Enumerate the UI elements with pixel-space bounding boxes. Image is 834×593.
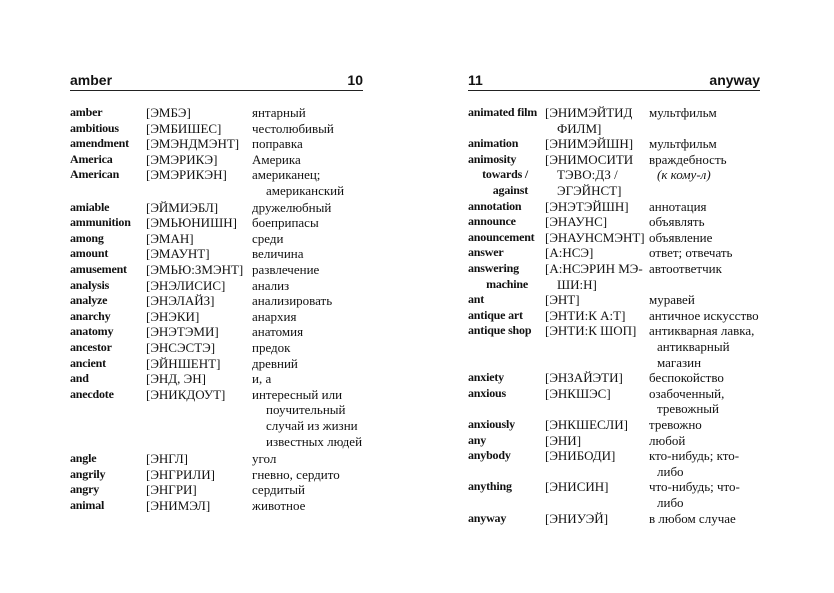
pronunciation: [545, 308, 625, 324]
translation: [252, 152, 301, 168]
pronunciation: [545, 479, 608, 495]
translation: [252, 340, 291, 356]
headword: [70, 324, 113, 340]
translation-line: муравей: [649, 292, 695, 308]
headword: [468, 511, 506, 527]
headword: [468, 292, 484, 308]
translation-line: известных людей: [266, 433, 363, 449]
translation-line: автоответчик: [649, 261, 722, 276]
pronunciation-line: ТЭВО:ДЗ /: [557, 167, 618, 183]
pronunciation-line: [ЭМЬЮНИШН]: [146, 215, 237, 231]
headword: [468, 370, 504, 386]
pronunciation: [146, 152, 217, 168]
translation: [649, 479, 740, 510]
headword-line: analyze: [70, 293, 108, 308]
header-word: anyway: [709, 72, 760, 88]
headword: [70, 498, 104, 514]
pronunciation-line: [ЭНТИ:К А:Т]: [545, 307, 626, 323]
headword-line: anyway: [468, 510, 507, 525]
right-page: [468, 70, 760, 526]
headword-line: machine: [486, 276, 528, 291]
pronunciation-line: [ЭНЭКИ]: [146, 308, 200, 324]
translation-line: аннотация: [649, 198, 707, 214]
pronunciation-line: [ЭМЭРИКЭН]: [146, 167, 227, 183]
translation: [252, 467, 340, 483]
translation: [252, 231, 283, 247]
pronunciation: [146, 293, 215, 309]
translation: [252, 309, 296, 325]
headword-line: anybody: [468, 448, 511, 463]
translation: [649, 152, 727, 183]
pronunciation-line: [А:НСЭ]: [545, 245, 594, 261]
translation: [649, 448, 739, 479]
pronunciation-line: [ЭНИСИН]: [545, 479, 609, 495]
pronunciation: [146, 105, 191, 121]
headword-line: and: [70, 371, 89, 386]
headword-line: announce: [468, 214, 516, 229]
pronunciation: [545, 417, 628, 433]
pronunciation: [146, 121, 221, 137]
translation: [252, 387, 362, 449]
pronunciation-line: [ЭНИМЭЙТИД: [545, 105, 633, 120]
translation-line: янтарный: [252, 105, 306, 120]
translation-line: ответ; отвечать: [649, 245, 733, 261]
page-number: 10: [347, 72, 363, 88]
pronunciation: [146, 498, 210, 514]
headword-line: anxious: [468, 385, 506, 400]
translation-line: развлечение: [252, 262, 320, 277]
headword-line: among: [70, 230, 104, 245]
pronunciation-line: [ЭЙМИЭБЛ]: [146, 199, 219, 215]
headword: [70, 482, 99, 498]
translation: [252, 136, 303, 152]
pronunciation: [545, 214, 607, 230]
pronunciation-line: [ЭНИМОСИТИ: [545, 151, 634, 167]
translation-line: среди: [252, 230, 284, 246]
translation: [252, 498, 305, 514]
pronunciation-line: [ЭМАУНТ]: [146, 246, 210, 262]
pronunciation-line: [ЭНТИ:К ШОП]: [545, 323, 637, 339]
translation-line: магазин: [657, 354, 702, 370]
translation: [252, 451, 276, 467]
pronunciation: [545, 105, 632, 136]
translation-line: озабоченный,: [649, 385, 725, 401]
translation-line: анархия: [252, 308, 297, 324]
headword: [70, 246, 108, 262]
pronunciation-line: [А:НСЭРИН МЭ-: [545, 261, 643, 276]
translation-line: либо: [657, 463, 684, 479]
headword: [468, 152, 528, 199]
headword: [70, 262, 127, 278]
pronunciation: [146, 324, 219, 340]
headword: [70, 105, 102, 121]
headword: [70, 152, 113, 168]
translation: [649, 370, 724, 386]
pronunciation-line: [ЭНАУНС]: [545, 214, 608, 230]
pronunciation-line: [ЭМБЭ]: [146, 105, 191, 120]
headword-line: anatomy: [70, 324, 114, 339]
headword-line: amendment: [70, 136, 129, 151]
pronunciation: [146, 467, 215, 483]
headword: [468, 245, 503, 261]
pronunciation: [545, 292, 580, 308]
translation: [252, 482, 305, 498]
pronunciation-line: [ЭНИ]: [545, 432, 582, 448]
headword-line: American: [70, 167, 120, 182]
pronunciation: [146, 309, 199, 325]
headword-line: animation: [468, 136, 519, 151]
translation: [252, 262, 319, 278]
headword-line: animated film: [468, 105, 538, 119]
pronunciation-line: [ЭНЭЛИСИС]: [146, 277, 226, 293]
headword-line: amusement: [70, 262, 127, 276]
headword: [70, 215, 131, 231]
translation-line: объявлять: [649, 214, 705, 230]
translation-line: (к кому-л): [657, 167, 711, 183]
translation: [252, 293, 332, 309]
translation: [252, 167, 344, 198]
pronunciation: [545, 386, 611, 402]
translation-line: либо: [657, 494, 684, 510]
pronunciation-line: [ЭНИМЭЛ]: [146, 498, 211, 513]
translation: [649, 511, 736, 527]
translation: [649, 199, 707, 215]
left-page-header: [70, 70, 363, 91]
pronunciation: [545, 511, 608, 527]
translation: [252, 105, 306, 121]
translation-line: мультфильм: [649, 136, 717, 152]
translation: [649, 386, 724, 417]
translation-line: величина: [252, 246, 304, 262]
headword-line: any: [468, 432, 487, 447]
pronunciation: [146, 200, 218, 216]
headword-line: antique shop: [468, 323, 532, 338]
pronunciation: [545, 136, 633, 152]
headword-line: analysis: [70, 277, 110, 292]
translation-line: античное искусство: [649, 307, 759, 323]
headword-line: animal: [70, 498, 105, 512]
translation-line: поучительный: [266, 402, 346, 418]
headword: [468, 448, 511, 464]
translation-line: угол: [252, 451, 277, 467]
pronunciation-line: [ЭНИБОДИ]: [545, 448, 616, 464]
headword-line: ambitious: [70, 120, 119, 135]
translation-line: дружелюбный: [252, 199, 332, 215]
pronunciation-line: [ЭНКШЭС]: [545, 385, 611, 401]
pronunciation-line: [ЭНТ]: [545, 292, 580, 308]
pronunciation-line: [ЭМЭРИКЭ]: [146, 151, 218, 167]
headword: [468, 214, 516, 230]
pronunciation: [146, 246, 210, 262]
translation: [649, 105, 717, 121]
pronunciation: [146, 167, 227, 183]
pronunciation-line: [ЭНЭЛАЙЗ]: [146, 293, 215, 309]
pronunciation: [146, 482, 197, 498]
translation: [252, 278, 289, 294]
headword: [70, 451, 96, 467]
headword: [70, 121, 119, 137]
header-word: amber: [70, 72, 113, 88]
pronunciation-line: [ЭНГРИЛИ]: [146, 466, 215, 482]
headword: [70, 387, 114, 403]
headword-line: anxiously: [468, 417, 515, 431]
translation-line: антикварный: [657, 338, 730, 354]
headword: [70, 231, 104, 247]
translation-line: антикварная лавка,: [649, 323, 755, 339]
pronunciation: [545, 261, 643, 292]
translation-line: враждебность: [649, 151, 727, 167]
translation-line: древний: [252, 355, 298, 371]
translation-line: интересный или: [252, 386, 343, 402]
pronunciation-line: ЭГЭЙНСТ]: [557, 182, 622, 198]
headword-line: answering: [468, 261, 519, 275]
headword: [468, 199, 521, 215]
translation: [649, 261, 722, 277]
headword: [468, 433, 486, 449]
translation-line: сердитый: [252, 482, 305, 498]
headword-line: antique art: [468, 307, 523, 322]
headword-line: answer: [468, 245, 504, 260]
headword: [468, 479, 512, 495]
headword-line: angrily: [70, 466, 106, 481]
pronunciation-line: [ЭНЗАЙЭТИ]: [545, 370, 623, 386]
headword-line: angry: [70, 482, 100, 497]
headword: [70, 340, 112, 356]
pronunciation-line: [ЭНГЛ]: [146, 451, 188, 467]
translation-line: поправка: [252, 136, 303, 152]
headword: [70, 167, 119, 183]
translation: [649, 417, 702, 433]
translation: [649, 136, 717, 152]
left-page: [70, 70, 363, 513]
pronunciation: [146, 215, 237, 231]
right-page-header: [468, 70, 760, 91]
headword: [70, 371, 89, 387]
translation-line: честолюбивый: [252, 120, 334, 136]
translation: [649, 433, 685, 449]
headword-line: amber: [70, 105, 103, 119]
pronunciation-line: [ЭНЭТЭЙШН]: [545, 198, 629, 214]
translation-line: американец;: [252, 167, 321, 183]
translation-line: в любом случае: [649, 510, 736, 526]
translation: [649, 214, 705, 230]
headword: [70, 278, 109, 294]
headword-line: anouncement: [468, 229, 535, 244]
pronunciation-line: [ЭМАН]: [146, 230, 194, 246]
pronunciation-line: [ЭНИКДОУТ]: [146, 386, 226, 402]
translation: [252, 356, 298, 372]
translation: [252, 121, 334, 137]
translation: [252, 371, 271, 387]
headword: [468, 308, 523, 324]
pronunciation: [146, 278, 225, 294]
translation-line: мультфильм: [649, 105, 717, 120]
translation: [252, 246, 304, 262]
headword: [468, 386, 506, 402]
translation: [252, 324, 303, 340]
headword: [468, 105, 537, 121]
translation-line: любой: [649, 432, 686, 448]
headword-line: ammunition: [70, 215, 131, 230]
pronunciation: [545, 152, 633, 199]
headword-line: annotation: [468, 198, 522, 213]
headword: [468, 417, 515, 433]
translation-line: беспокойство: [649, 370, 724, 386]
headword: [468, 230, 534, 246]
headword: [468, 323, 531, 339]
pronunciation-line: [ЭНГРИ]: [146, 482, 197, 498]
pronunciation-line: [ЭНСЭСТЭ]: [146, 340, 216, 355]
pronunciation-line: [ЭНАУНСМЭНТ]: [545, 229, 645, 245]
headword: [70, 136, 129, 152]
headword-line: anecdote: [70, 386, 114, 401]
pronunciation: [545, 433, 581, 449]
headword-line: ant: [468, 292, 485, 307]
headword-line: animosity: [468, 151, 517, 166]
page-number: 11: [468, 72, 483, 88]
translation: [649, 245, 732, 261]
translation-line: тревожно: [649, 417, 702, 432]
pronunciation-line: [ЭМБИШЕС]: [146, 120, 222, 136]
translation-line: анализировать: [252, 293, 333, 309]
translation-line: случай из жизни: [266, 417, 358, 433]
headword-line: ancient: [70, 355, 106, 370]
translation-line: анализ: [252, 277, 290, 293]
pronunciation: [146, 356, 220, 372]
headword-line: ancestor: [70, 340, 112, 354]
pronunciation: [545, 245, 593, 261]
pronunciation: [146, 387, 225, 403]
translation: [252, 215, 319, 231]
translation-line: что-нибудь; что-: [649, 479, 740, 495]
pronunciation-line: [ЭНКШЕСЛИ]: [545, 417, 628, 432]
pronunciation: [146, 262, 243, 278]
headword-line: anxiety: [468, 370, 504, 385]
pronunciation-line: [ЭНИУЭЙ]: [545, 510, 609, 526]
headword-line: angle: [70, 451, 97, 466]
headword-line: amount: [70, 246, 109, 261]
translation-line: объявление: [649, 229, 713, 245]
headword: [468, 261, 528, 292]
pronunciation-line: [ЭЙНШЕНТ]: [146, 355, 221, 371]
translation-line: предок: [252, 340, 291, 355]
headword: [70, 356, 106, 372]
translation-line: анатомия: [252, 324, 304, 340]
translation-line: и, а: [252, 371, 272, 387]
pronunciation-line: ШИ:Н]: [557, 276, 597, 292]
headword: [468, 136, 518, 152]
translation: [649, 292, 695, 308]
translation-line: гневно, сердито: [252, 466, 340, 482]
pronunciation-line: [ЭНЭТЭМИ]: [146, 324, 219, 340]
translation-line: кто-нибудь; кто-: [649, 448, 740, 464]
pronunciation-line: [ЭМЬЮ:ЗМЭНТ]: [146, 262, 244, 277]
translation: [649, 308, 759, 324]
headword: [70, 309, 110, 325]
translation-line: тревожный: [657, 401, 719, 417]
headword: [70, 200, 109, 216]
pronunciation: [146, 136, 239, 152]
pronunciation: [146, 231, 194, 247]
pronunciation: [146, 371, 206, 387]
translation-line: Америка: [252, 151, 301, 167]
translation-line: боеприпасы: [252, 215, 319, 231]
pronunciation: [545, 230, 645, 246]
headword: [70, 467, 105, 483]
headword-line: America: [70, 151, 113, 166]
translation-line: американский: [266, 182, 345, 198]
headword-line: against: [492, 182, 528, 197]
translation: [649, 323, 754, 370]
translation-line: животное: [252, 498, 306, 513]
pronunciation-line: [ЭМЭНДМЭНТ]: [146, 136, 240, 152]
headword-line: towards /: [482, 167, 528, 182]
pronunciation-line: [ЭНИМЭЙШН]: [545, 136, 634, 152]
headword-line: anarchy: [70, 308, 111, 323]
pronunciation: [545, 448, 615, 464]
pronunciation: [545, 199, 629, 215]
pronunciation: [545, 323, 636, 339]
pronunciation-line: ФИЛМ]: [557, 120, 602, 136]
pronunciation: [545, 370, 623, 386]
headword: [70, 293, 107, 309]
pronunciation-line: [ЭНД, ЭН]: [146, 371, 206, 387]
pronunciation: [146, 451, 188, 467]
headword-line: amiable: [70, 199, 110, 214]
translation: [252, 200, 331, 216]
pronunciation: [146, 340, 215, 356]
headword-line: anything: [468, 479, 512, 494]
translation: [649, 230, 712, 246]
